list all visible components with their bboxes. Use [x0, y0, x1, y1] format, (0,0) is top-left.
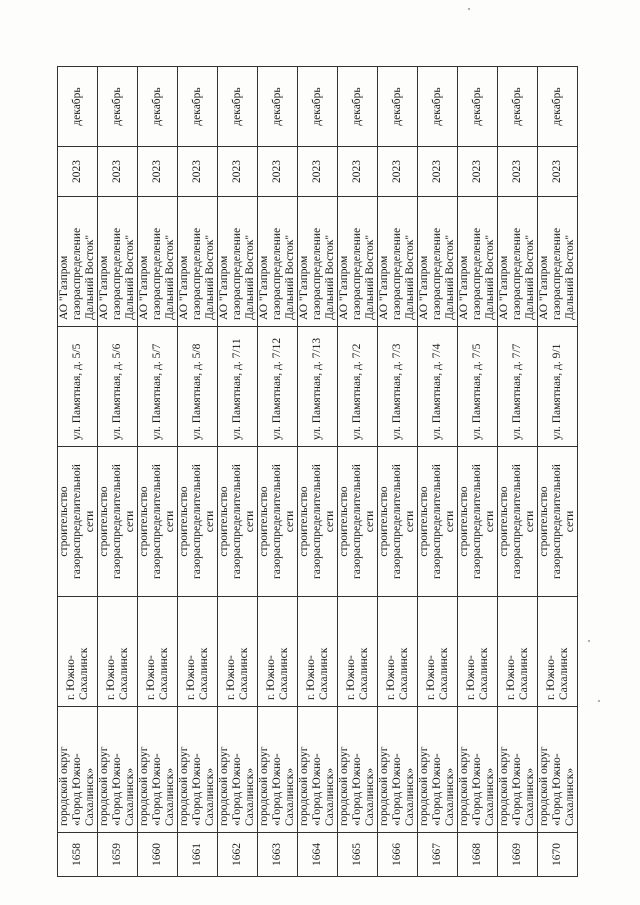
municipality-cell: городской округ «Город Южно-Сахалинск» [298, 707, 338, 833]
year-cell: 2023 [178, 147, 218, 197]
municipality-cell: городской округ «Город Южно-Сахалинск» [498, 707, 538, 833]
row-number-cell: 1669 [498, 833, 538, 877]
address-cell: ул. Памятная, д. 7/2 [338, 327, 378, 447]
table-row [218, 67, 258, 877]
municipality-cell: городской округ «Город Южно-Сахалинск» [418, 707, 458, 833]
year-cell: 2023 [258, 147, 298, 197]
year-cell: 2023 [338, 147, 378, 197]
row-number-cell: 1663 [258, 833, 298, 877]
organization-cell: АО "Газпром газораспределение Дальний Восток" [538, 197, 578, 327]
table-row [178, 67, 218, 877]
year-cell: 2023 [418, 147, 458, 197]
row-number-cell: 1666 [378, 833, 418, 877]
year-cell: 2023 [378, 147, 418, 197]
municipality-cell: городской округ «Город Южно-Сахалинск» [138, 707, 178, 833]
address-cell: ул. Памятная, д. 7/5 [458, 327, 498, 447]
work-type-cell: строительство газораспределительной сети [58, 447, 98, 597]
row-number-cell: 1664 [298, 833, 338, 877]
work-type-cell: строительство газораспределительной сети [498, 447, 538, 597]
work-type-cell: строительство газораспределительной сети [418, 447, 458, 597]
organization-cell: АО "Газпром газораспределение Дальний Восток" [338, 197, 378, 327]
scan-speck [598, 700, 600, 702]
table-row [418, 67, 458, 877]
work-type-cell: строительство газораспределительной сети [458, 447, 498, 597]
organization-cell: АО "Газпром газораспределение Дальний Восток" [498, 197, 538, 327]
scan-speck [468, 8, 470, 10]
address-cell: ул. Памятная, д. 7/7 [498, 327, 538, 447]
table-row [298, 67, 338, 877]
locality-cell: г. Южно-Сахалинск [178, 597, 218, 707]
organization-cell: АО "Газпром газораспределение Дальний Восток" [298, 197, 338, 327]
work-type-cell: строительство газораспределительной сети [258, 447, 298, 597]
rotated-table-wrapper [57, 67, 576, 877]
table-row [458, 67, 498, 877]
locality-cell: г. Южно-Сахалинск [418, 597, 458, 707]
month-cell: декабрь [378, 67, 418, 147]
work-type-cell: строительство газораспределительной сети [538, 447, 578, 597]
organization-cell: АО "Газпром газораспределение Дальний Восток" [378, 197, 418, 327]
table-row [58, 67, 98, 877]
month-cell: декабрь [138, 67, 178, 147]
organization-cell: АО "Газпром газораспределение Дальний Восток" [458, 197, 498, 327]
gas-network-table [57, 66, 578, 877]
organization-cell: АО "Газпром газораспределение Дальний Восток" [98, 197, 138, 327]
table-row [338, 67, 378, 877]
organization-cell: АО "Газпром газораспределение Дальний Восток" [178, 197, 218, 327]
organization-cell: АО "Газпром газораспределение Дальний Восток" [258, 197, 298, 327]
work-type-cell: строительство газораспределительной сети [218, 447, 258, 597]
work-type-cell: строительство газораспределительной сети [378, 447, 418, 597]
locality-cell: г. Южно-Сахалинск [338, 597, 378, 707]
row-number-cell: 1659 [98, 833, 138, 877]
municipality-cell: городской округ «Город Южно-Сахалинск» [178, 707, 218, 833]
address-cell: ул. Памятная, д. 7/11 [218, 327, 258, 447]
year-cell: 2023 [58, 147, 98, 197]
year-cell: 2023 [538, 147, 578, 197]
month-cell: декабрь [178, 67, 218, 147]
organization-cell: АО "Газпром газораспределение Дальний Восток" [138, 197, 178, 327]
month-cell: декабрь [338, 67, 378, 147]
row-number-cell: 1668 [458, 833, 498, 877]
table-row [378, 67, 418, 877]
month-cell: декабрь [218, 67, 258, 147]
organization-cell: АО "Газпром газораспределение Дальний Восток" [418, 197, 458, 327]
table-row [538, 67, 578, 877]
address-cell: ул. Памятная, д. 9/1 [538, 327, 578, 447]
municipality-cell: городской округ «Город Южно-Сахалинск» [98, 707, 138, 833]
locality-cell: г. Южно-Сахалинск [538, 597, 578, 707]
locality-cell: г. Южно-Сахалинск [98, 597, 138, 707]
scan-speck [588, 640, 590, 642]
row-number-cell: 1661 [178, 833, 218, 877]
month-cell: декабрь [98, 67, 138, 147]
locality-cell: г. Южно-Сахалинск [458, 597, 498, 707]
locality-cell: г. Южно-Сахалинск [58, 597, 98, 707]
work-type-cell: строительство газораспределительной сети [298, 447, 338, 597]
row-number-cell: 1658 [58, 833, 98, 877]
work-type-cell: строительство газораспределительной сети [178, 447, 218, 597]
locality-cell: г. Южно-Сахалинск [298, 597, 338, 707]
month-cell: декабрь [498, 67, 538, 147]
address-cell: ул. Памятная, д. 7/13 [298, 327, 338, 447]
address-cell: ул. Памятная, д. 7/4 [418, 327, 458, 447]
work-type-cell: строительство газораспределительной сети [338, 447, 378, 597]
municipality-cell: городской округ «Город Южно-Сахалинск» [338, 707, 378, 833]
address-cell: ул. Памятная, д. 5/7 [138, 327, 178, 447]
municipality-cell: городской округ «Город Южно-Сахалинск» [218, 707, 258, 833]
row-number-cell: 1670 [538, 833, 578, 877]
municipality-cell: городской округ «Город Южно-Сахалинск» [58, 707, 98, 833]
table-row [498, 67, 538, 877]
row-number-cell: 1660 [138, 833, 178, 877]
locality-cell: г. Южно-Сахалинск [258, 597, 298, 707]
table-row [258, 67, 298, 877]
table-row [138, 67, 178, 877]
row-number-cell: 1667 [418, 833, 458, 877]
locality-cell: г. Южно-Сахалинск [378, 597, 418, 707]
locality-cell: г. Южно-Сахалинск [138, 597, 178, 707]
year-cell: 2023 [98, 147, 138, 197]
locality-cell: г. Южно-Сахалинск [498, 597, 538, 707]
address-cell: ул. Памятная, д. 5/5 [58, 327, 98, 447]
table-row [98, 67, 138, 877]
month-cell: декабрь [458, 67, 498, 147]
month-cell: декабрь [298, 67, 338, 147]
table-body [58, 67, 578, 877]
year-cell: 2023 [498, 147, 538, 197]
municipality-cell: городской округ «Город Южно-Сахалинск» [258, 707, 298, 833]
organization-cell: АО "Газпром газораспределение Дальний Восток" [58, 197, 98, 327]
month-cell: декабрь [538, 67, 578, 147]
month-cell: декабрь [258, 67, 298, 147]
municipality-cell: городской округ «Город Южно-Сахалинск» [458, 707, 498, 833]
organization-cell: АО "Газпром газораспределение Дальний Восток" [218, 197, 258, 327]
year-cell: 2023 [298, 147, 338, 197]
row-number-cell: 1665 [338, 833, 378, 877]
address-cell: ул. Памятная, д. 7/3 [378, 327, 418, 447]
address-cell: ул. Памятная, д. 5/8 [178, 327, 218, 447]
address-cell: ул. Памятная, д. 7/12 [258, 327, 298, 447]
address-cell: ул. Памятная, д. 5/6 [98, 327, 138, 447]
year-cell: 2023 [458, 147, 498, 197]
municipality-cell: городской округ «Город Южно-Сахалинск» [538, 707, 578, 833]
month-cell: декабрь [418, 67, 458, 147]
month-cell: декабрь [58, 67, 98, 147]
year-cell: 2023 [138, 147, 178, 197]
municipality-cell: городской округ «Город Южно-Сахалинск» [378, 707, 418, 833]
work-type-cell: строительство газораспределительной сети [138, 447, 178, 597]
locality-cell: г. Южно-Сахалинск [218, 597, 258, 707]
row-number-cell: 1662 [218, 833, 258, 877]
work-type-cell: строительство газораспределительной сети [98, 447, 138, 597]
year-cell: 2023 [218, 147, 258, 197]
